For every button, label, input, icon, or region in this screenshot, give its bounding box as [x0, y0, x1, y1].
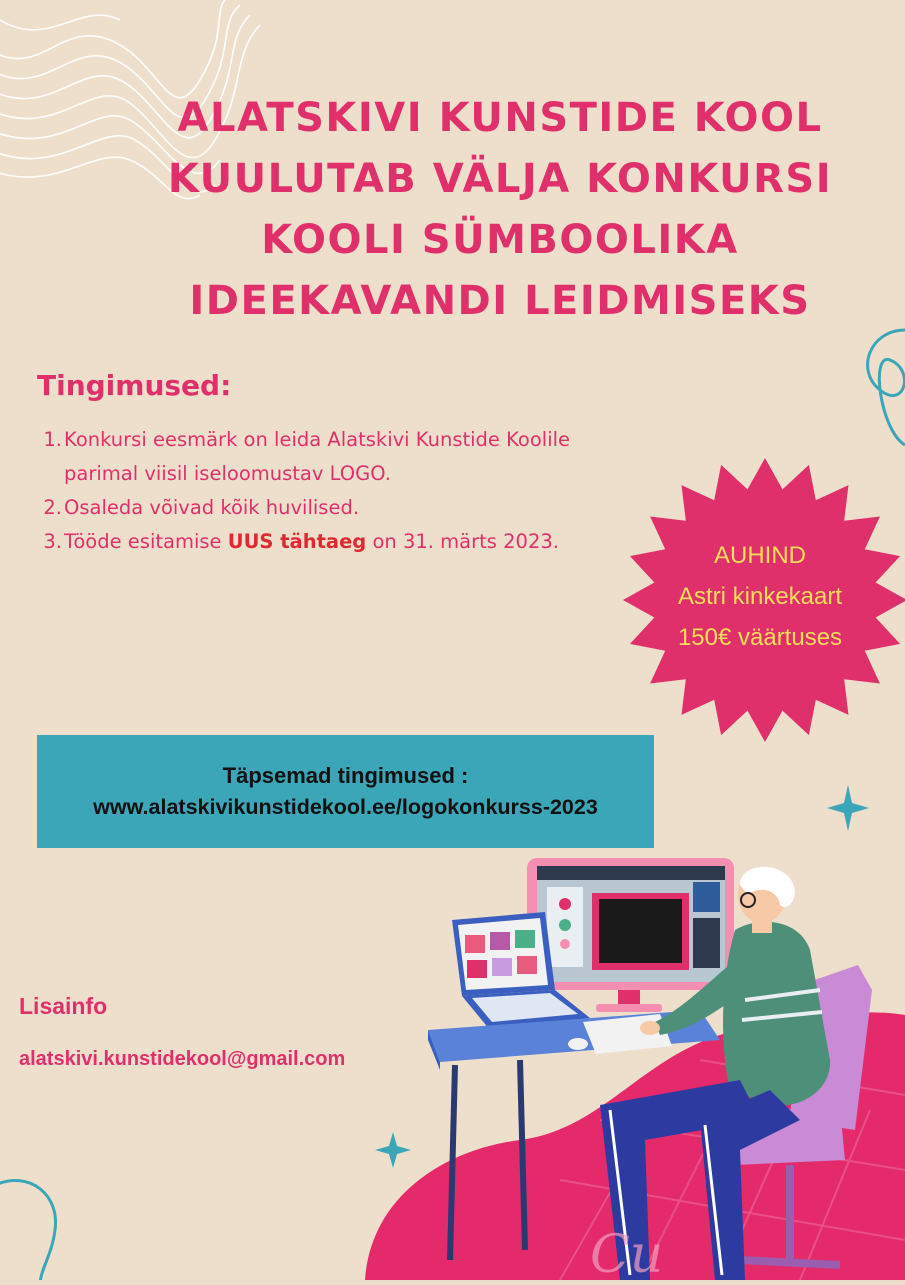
- title-line: KUULUTAB VÄLJA KONKURSI: [167, 156, 833, 202]
- deadline-highlight: UUS tähtaeg: [227, 530, 367, 553]
- title-line: KOOLI SÜMBOOLIKA: [261, 217, 739, 263]
- list-item: [34, 525, 644, 559]
- list-text: Osaleda võivad kõik huvilised.: [64, 496, 360, 519]
- sparkle-icon: [827, 785, 869, 831]
- prize-title: AUHIND: [713, 542, 806, 569]
- list-number: 2.: [43, 496, 62, 519]
- sparkle-icon: [375, 1132, 411, 1168]
- details-label: Täpsemad tingimused :: [222, 762, 469, 788]
- list-number: 3.: [43, 530, 62, 553]
- list-text-after: on 31. märts 2023.: [366, 530, 559, 553]
- teal-loop-decoration: [868, 330, 905, 445]
- list-item: [34, 423, 644, 491]
- prize-badge: [610, 535, 905, 658]
- prize-value: 150€ väärtuses: [677, 624, 843, 651]
- title-line: ALATSKIVI KUNSTIDE KOOL: [177, 95, 823, 141]
- title-line: IDEEKAVANDI LEIDMISEKS: [189, 278, 811, 324]
- teal-curve-decoration: [0, 1181, 56, 1280]
- list-number: 1.: [43, 428, 62, 451]
- page-title: [130, 88, 870, 332]
- conditions-list: [34, 423, 644, 559]
- conditions-heading: Tingimused:: [37, 369, 232, 402]
- details-box: [37, 735, 654, 848]
- list-item: [34, 491, 644, 525]
- list-text: Konkursi eesmärk on leida Alatskivi Kunstide Koolile parimal viisil iseloomustav LOGO.: [64, 428, 571, 485]
- list-text: [64, 525, 644, 559]
- list-text-before: Tööde esitamise: [64, 530, 228, 553]
- watermark-text: Cu: [590, 1225, 664, 1285]
- details-link[interactable]: www.alatskivikunstidekool.ee/logokonkurss-2023: [93, 794, 598, 819]
- contact-heading: Lisainfo: [19, 993, 108, 1019]
- contact-email[interactable]: alatskivi.kunstidekool@gmail.com: [19, 1048, 346, 1070]
- prize-description: Astri kinkekaart: [677, 583, 843, 610]
